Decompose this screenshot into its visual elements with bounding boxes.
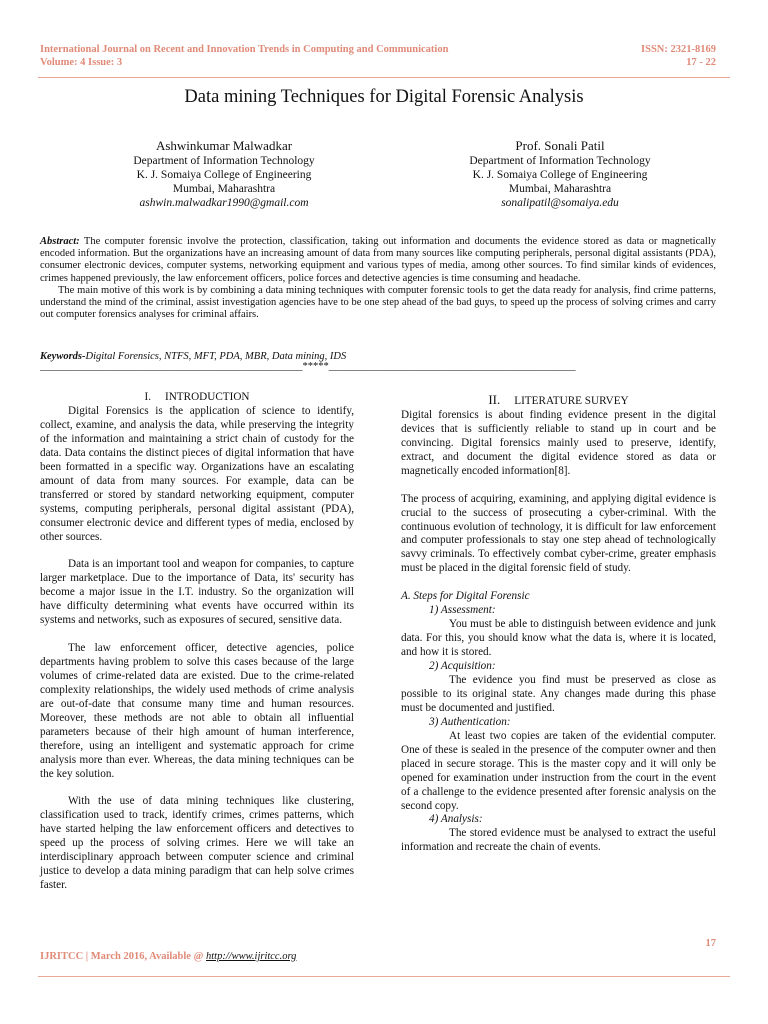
step-text: The stored evidence must be analysed to extract the useful information and recreate the chain of events. xyxy=(401,827,716,854)
footer-text: IJRITCC | March 2016, Available @ xyxy=(40,951,204,962)
step-text: At least two copies are taken of the evidential computer. One of these is sealed in the presence of the computer owner and then placed in secure storage. This is the master copy and it will only be opened for examination under instruction from the court in the event of a challenge to the evidence presented after forensic analysis on the second copy. xyxy=(401,729,716,812)
keywords-label: Keywords- xyxy=(40,351,86,362)
section-heading-literature-survey xyxy=(401,393,716,409)
abstract-label: Abstract: xyxy=(40,236,80,247)
section-number: II. xyxy=(488,392,501,407)
footer-rule xyxy=(38,976,730,977)
journal-volume: Volume: 4 Issue: 3 xyxy=(40,57,123,68)
author-college: K. J. Somaiya College of Engineering xyxy=(472,169,648,181)
journal-link[interactable]: http://www.ijritcc.org xyxy=(206,951,297,962)
author-city: Mumbai, Maharashtra xyxy=(508,183,612,195)
author-block-2 xyxy=(410,137,710,210)
page-number: 17 xyxy=(705,938,716,949)
section-separator: __________________________________________________*****_______________________________________________ xyxy=(40,361,576,372)
paragraph: Digital forensics is about finding evidence present in the digital devices that is sufficiently reliable to stand up in court and be convincing. Digital forensics mainly used to preserve, identify, extract, and document the digital evidence stored as data or magnetically encoded information[8]. xyxy=(401,408,716,477)
subsection-heading: A. Steps for Digital Forensic xyxy=(401,590,530,603)
section-number: I. xyxy=(144,391,151,403)
author-department: Department of Information Technology xyxy=(469,155,651,167)
author-department: Department of Information Technology xyxy=(133,155,315,167)
section-heading-introduction xyxy=(40,391,354,405)
paragraph: The law enforcement officer, detective agencies, police departments having problem to solve this cases because of the large volumes of crime-related data are existed. Due to the crime-related complexity relationships, the widely used methods of crime analysis are out-of-date that consume many time and human resources. Moreover, these methods are not able to obtain all influential parameters because of their high amount of human interference, therefore, using an intelligent and systematic approach for crime analysis more than ever. Whereas, the data mining techniques can be the key solution. xyxy=(40,642,354,780)
paragraph: With the use of data mining techniques like clustering, classification used to track, identify crimes, crimes patterns, which have started helping the law enforcement officers and detectives to speed up the process of solving crimes. Here we will take an interdisciplinary approach between computer science and criminal justice to develop a data mining paradigm that can help solve crimes faster. xyxy=(40,795,354,892)
author-block-1 xyxy=(74,137,374,210)
right-column xyxy=(401,393,716,855)
author-name: Ashwinkumar Malwadkar xyxy=(155,138,293,153)
author-email: ashwin.malwadkar1990@gmail.com xyxy=(139,197,309,209)
step-text: The evidence you find must be preserved as close as possible to its original state. Any changes made during this phase must be documented and justified. xyxy=(401,673,716,714)
abstract xyxy=(40,236,716,321)
paragraph: Data is an important tool and weapon for companies, to capture larger marketplace. Due to the importance of Data, its' security has become a major issue in the I.T. industry. So the organization will have difficulty determining what events have occurred within its systems and networks, such as exposures of secured, sensitive data. xyxy=(40,558,354,627)
journal-name: International Journal on Recent and Innovation Trends in Computing and Communication xyxy=(40,44,449,55)
paragraph: The process of acquiring, examining, and applying digital evidence is crucial to the success of prosecuting a cyber-criminal. With the continuous evolution of technology, it is difficult for law enforcement and computer professionals to stay one step ahead of technologically savvy criminals. To effectively combat cyber-crime, greater emphasis must be placed in the digital forensic field of study. xyxy=(401,492,716,575)
author-name: Prof. Sonali Patil xyxy=(515,138,605,153)
author-college: K. J. Somaiya College of Engineering xyxy=(136,169,312,181)
step-title: 3) Authentication: xyxy=(429,715,511,728)
abstract-text-1: The computer forensic involve the protection, classification, taking out information and documents the evidence stored as data or magnetically encoded information. But the organizations have an increasing amount of data from many sources like computing peripherals, personal digital assistants (PDA), consumer electronic devices, computer systems, networking equipment and various types of media, among other sources. To find similar kinds of evidences, crimes happened previously, the law enforcement officers, police forces and detective agencies is time consuming and headache. xyxy=(40,236,716,284)
section-title: LITERATURE SURVEY xyxy=(514,395,629,407)
journal-issn: ISSN: 2321-8169 xyxy=(641,44,716,55)
step-title: 1) Assessment: xyxy=(429,604,496,617)
section-title: INTRODUCTION xyxy=(164,391,250,403)
paragraph: Digital Forensics is the application of science to identify, collect, examine, and analysis the data, while preserving the integrity of the information and maintaining a strict chain of custody for the data. Data contains the distinct pieces of digital information that have been formatted in a specific way. Organizations have an escalating amount of data from many sources. For example, data can be transferred or stored by standard networking equipment, computer systems, computing peripherals, personal digital assistant (PDA), consumer electronic device and different types of media, enclosed by other sources. xyxy=(40,404,354,543)
header-rule xyxy=(38,77,730,78)
step-text: You must be able to distinguish between evidence and junk data. For this, you should know what the data is, where it is located, and how it is stored. xyxy=(401,618,716,659)
journal-pages: 17 - 22 xyxy=(686,57,716,68)
step-title: 2) Acquisition: xyxy=(429,659,496,672)
author-city: Mumbai, Maharashtra xyxy=(172,183,276,195)
author-email: sonalipatil@somaiya.edu xyxy=(501,197,619,209)
step-title: 4) Analysis: xyxy=(429,813,483,826)
left-column xyxy=(40,391,354,893)
keywords-text: Digital Forensics, NTFS, MFT, PDA, MBR, Data mining, IDS xyxy=(85,351,347,362)
paper-title: Data mining Techniques for Digital Forensic Analysis xyxy=(184,87,584,107)
footer xyxy=(40,951,296,962)
abstract-text-2: The main motive of this work is by combining a data mining techniques with computer forensic tools to get the data ready for analysis, find crime patterns, understand the mind of the criminal, assist investigation agencies have to be one step ahead of the bad guys, to speed up the process of solving crimes and carry out computer forensics analyses for criminal affairs. xyxy=(40,284,716,321)
